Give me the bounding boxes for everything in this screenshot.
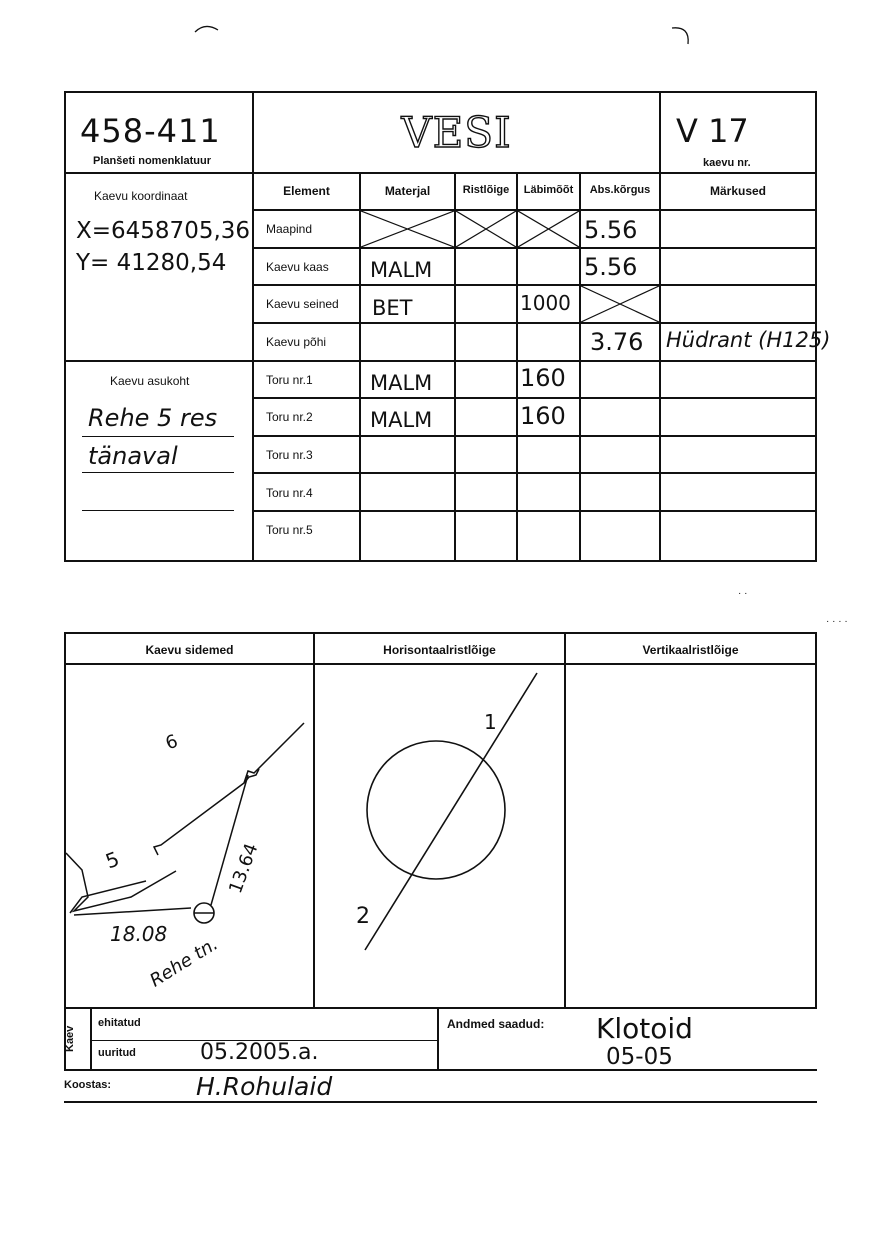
diameter-value: 1000	[520, 291, 571, 315]
compiled-value: H.Rohulaid	[196, 1072, 333, 1101]
location-line1: Rehe 5 res	[88, 404, 218, 432]
row-element: Kaevu seined	[266, 297, 339, 311]
row-element: Kaevu põhi	[266, 335, 327, 349]
y-coordinate: Y= 41280,54	[76, 250, 227, 276]
row-element: Toru nr.2	[266, 410, 313, 424]
property-label: 6	[162, 730, 181, 755]
header-material: Materjal	[384, 184, 431, 198]
diameter-value: 160	[520, 364, 566, 392]
data-source-value: Klotoid	[596, 1012, 693, 1045]
pipe-label: 2	[356, 904, 370, 929]
crossed-cell	[456, 211, 516, 247]
notes-value: Hüdrant (H125)	[666, 328, 831, 352]
punch-mark-left	[190, 20, 230, 45]
material-value: MALM	[370, 408, 433, 432]
abs-value: 3.76	[590, 328, 644, 356]
distance-label: 18.08	[110, 922, 168, 946]
built-label: ehitatud	[98, 1017, 141, 1029]
material-value: MALM	[370, 371, 433, 395]
street-label: Rehe tn.	[146, 933, 222, 992]
kaev-label: Kaev	[64, 1025, 76, 1052]
compiled-label: Koostas:	[64, 1079, 112, 1091]
coords-label: Kaevu koordinaat	[94, 189, 188, 203]
row-element: Toru nr.1	[266, 373, 313, 387]
surveyed-value: 05.2005.a.	[200, 1040, 319, 1065]
horizontal-section-sketch	[315, 665, 564, 1007]
diameter-value: 160	[520, 402, 566, 430]
row-element: Toru nr.4	[266, 486, 313, 500]
pipe-label: 1	[484, 710, 497, 734]
sheet-label: Planšeti nomenklatuur	[93, 155, 211, 167]
crossed-cell	[361, 211, 454, 247]
header-cross-section: Ristlõige	[462, 184, 510, 196]
header-vertical-section: Vertikaalristlõige	[642, 643, 739, 657]
header-abs-height: Abs.kõrgus	[589, 184, 651, 196]
location-label: Kaevu asukoht	[110, 374, 190, 388]
sheet-code: 458-411	[80, 112, 221, 150]
material-value: BET	[372, 296, 413, 320]
crossed-cell	[581, 286, 659, 322]
scan-noise: · · · ·	[826, 616, 848, 627]
distance-label: 13.64	[225, 840, 263, 897]
well-number: V 17	[676, 112, 749, 150]
header-diameter: Läbimõõt	[523, 184, 574, 196]
surveyed-label: uuritud	[98, 1047, 136, 1059]
data-source-date: 05-05	[606, 1044, 673, 1070]
header-notes: Märkused	[709, 184, 767, 198]
abs-value: 5.56	[584, 253, 638, 281]
page-title: VESI	[401, 108, 512, 157]
header-element: Element	[283, 184, 330, 198]
scan-noise: · ·	[738, 588, 748, 599]
material-value: MALM	[370, 258, 433, 282]
header-horizontal-section: Horisontaalristlõige	[383, 643, 496, 657]
crossed-cell	[518, 211, 579, 247]
row-element: Toru nr.5	[266, 523, 313, 537]
row-element: Maapind	[266, 222, 313, 236]
well-number-label: kaevu nr.	[703, 157, 751, 169]
header-connections: Kaevu sidemed	[145, 643, 234, 657]
data-source-label: Andmed saadud:	[447, 1017, 545, 1031]
property-label: 5	[102, 846, 123, 874]
punch-mark-right	[660, 20, 700, 50]
row-element: Kaevu kaas	[266, 260, 329, 274]
abs-value: 5.56	[584, 216, 638, 244]
location-line2: tänaval	[88, 442, 178, 470]
row-element: Toru nr.3	[266, 448, 313, 462]
x-coordinate: X=6458705,36	[76, 218, 251, 244]
